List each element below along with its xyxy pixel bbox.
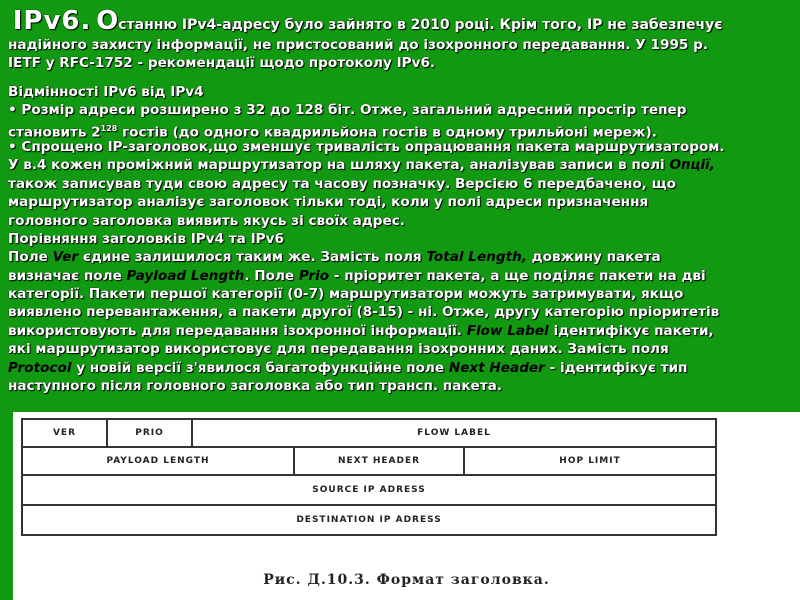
field-next-header: NEXT HEADER <box>294 447 464 475</box>
differences-heading: Відмінності IPv6 від IPv4 <box>8 83 204 100</box>
bullet-size: • Розмір адреси розширено з 32 до 128 біт. Отже, загальний адресний простір тепер <box>8 102 687 119</box>
text-fragment: ідентифікує пакети, <box>548 322 714 339</box>
text-fragment: - пріоритет пакета, а ще поділяє пакети на дві <box>329 267 706 284</box>
header-row <box>22 419 716 447</box>
text-line <box>8 359 800 377</box>
bullet-header: • Спрощено IP-заголовок,що зменшує тривалість опрацювання пакета маршрутизатором. <box>8 138 725 155</box>
term-flow-label: Flow Label <box>466 322 549 339</box>
text-fragment: визначає поле <box>8 267 127 284</box>
field-flow-label: FLOW LABEL <box>192 419 716 447</box>
header-row <box>22 475 716 505</box>
field-payload-length: PAYLOAD LENGTH <box>22 447 294 475</box>
comparison-heading: Порівняння заголовків IPv4 та IPv6 <box>8 230 284 247</box>
text-fragment: . Поле <box>244 267 299 284</box>
text-line <box>8 156 800 174</box>
title-o: O <box>96 6 119 36</box>
field-prio: PRIO <box>107 419 192 447</box>
header-row <box>22 505 716 535</box>
title-rest: станню IPv4-адресу було зайнято в 2010 році. Крім того, IP не забезпечує <box>118 17 723 33</box>
term-next-header: Next Header <box>448 359 545 376</box>
text-line <box>8 120 800 141</box>
text-line: IETF у RFC-1752 - рекомендації щодо протоколу IPv6. <box>8 55 436 72</box>
text-fragment: становить 2 <box>8 124 101 141</box>
text-line: виявлено перевантаження, а пакети другої (8-15) - ні. Отже, другу категорію пріоритетів <box>8 304 720 321</box>
superscript: 128 <box>100 123 118 133</box>
field-hop-limit: HOP LIMIT <box>464 447 716 475</box>
term-total-length: Total Length, <box>426 249 527 266</box>
text-fragment: єдине залишилося таким же. Замість поля <box>78 249 427 266</box>
slide-text <box>8 6 800 395</box>
title-line <box>8 6 800 36</box>
header-row <box>22 447 716 475</box>
text-fragment: у новій версії з'явилося багатофункційне поле <box>71 359 449 376</box>
header-format-figure <box>13 412 800 600</box>
text-line: маршрутизатор аналізує заголовок тільки тоді, коли у полі адреси призначення <box>8 194 649 211</box>
text-fragment: У в.4 кожен проміжний маршрутизатор на шляху пакета, аналізував записи в полі <box>8 157 670 174</box>
title-ipv6: IPv6. <box>12 6 92 36</box>
field-destination-address: DESTINATION IP ADRESS <box>22 505 716 535</box>
text-line: які маршрутизатор використовує для передавання ізохронних даних. Замість поля <box>8 341 669 358</box>
text-fragment: використовують для передавання ізохронної інформації. <box>8 322 467 339</box>
text-line <box>8 267 800 285</box>
text-line: також записував туди свою адресу та часову позначку. Версією 6 передбачено, що <box>8 175 676 192</box>
text-fragment: гостів (до одного квадрильйона гостів в одному трильйоні мереж). <box>117 124 657 141</box>
field-source-address: SOURCE IP ADRESS <box>22 475 716 505</box>
figure-caption: Рис. Д.10.3. Формат заголовка. <box>263 572 550 588</box>
text-line: надійного захисту інформації, не пристосований до ізохронного передавання. У 1995 р. <box>8 37 708 53</box>
ipv6-header-table <box>21 418 717 536</box>
text-fragment: довжину пакета <box>526 249 661 266</box>
text-fragment: Поле <box>8 249 53 266</box>
term-protocol: Protocol <box>8 359 72 376</box>
term-ver: Ver <box>52 249 79 266</box>
text-fragment: - ідентифікує тип <box>544 359 688 376</box>
text-line: наступного після головного заголовка або тип трансп. пакета. <box>8 378 502 395</box>
text-line <box>8 248 800 266</box>
field-ver: VER <box>22 419 107 447</box>
text-line: головного заголовка виявить якусь зі своїх адрес. <box>8 212 405 229</box>
term-options: Опції, <box>669 157 715 174</box>
text-line: категорії. Пакети першої категорії (0-7) маршрутизатори можуть затримувати, якщо <box>8 286 684 303</box>
term-payload-length: Payload Length <box>126 267 245 284</box>
term-prio: Prio <box>298 267 330 284</box>
text-line <box>8 322 800 340</box>
